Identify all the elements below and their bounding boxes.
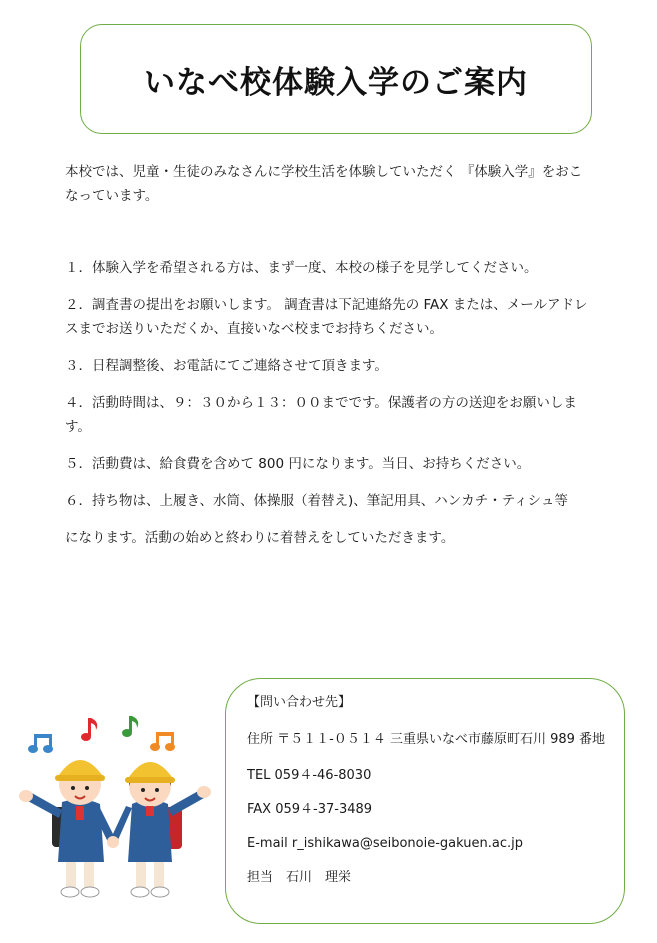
girl-figure	[107, 762, 211, 897]
item-list	[65, 256, 595, 550]
music-note-green-icon	[122, 716, 138, 737]
list-item: ６．持ち物は、上履き、水筒、体操服（着替え)、筆記用具、ハンカチ・ティシュ等	[65, 493, 568, 509]
list-item: ３．日程調整後、お電話にてご連絡させて頂きます。	[65, 358, 388, 374]
list-item: ５．活動費は、給食費を含めて 800 円になります。当日、お持ちください。	[65, 456, 531, 472]
closing-text: になります。活動の始めと終わりに着替えをしていただきます。	[65, 530, 455, 546]
music-note-orange-icon	[150, 732, 175, 751]
title-box	[80, 24, 592, 134]
contact-fax: FAX 059４-37-3489	[247, 802, 373, 817]
music-note-red-icon	[81, 718, 97, 741]
contact-tel: TEL 059４-46-8030	[247, 768, 372, 783]
list-item: １．体験入学を希望される方は、まず一度、本校の様子を見学してください。	[65, 260, 538, 276]
contact-address: 住所 〒５１１-０５１４ 三重県いなべ市藤原町石川 989 番地	[247, 732, 606, 747]
list-item: ４．活動時間は、９：３０から１３：００までです。保護者の方の送迎をお願いします。	[65, 395, 577, 435]
contact-heading: 【問い合わせ先】	[247, 695, 352, 710]
page-title: いなべ校体験入学のご案内	[144, 64, 528, 101]
music-note-blue-icon	[28, 734, 53, 753]
contact-email[interactable]: E-mail r_ishikawa@seibonoie-gakuen.ac.jp	[247, 836, 523, 851]
boy-figure	[19, 760, 116, 897]
intro-paragraph: 本校では、児童・生徒のみなさんに学校生活を体験していただく 『体験入学』をおこなっています。	[65, 164, 583, 204]
children-illustration	[12, 712, 222, 917]
contact-box	[225, 678, 625, 924]
list-item: ２．調査書の提出をお願いします。 調査書は下記連絡先の FAX または、メールアドレスまでお送りいただくか、直接いなべ校までお持ちください。	[65, 297, 588, 337]
contact-person: 担当 石川 理栄	[247, 870, 352, 885]
